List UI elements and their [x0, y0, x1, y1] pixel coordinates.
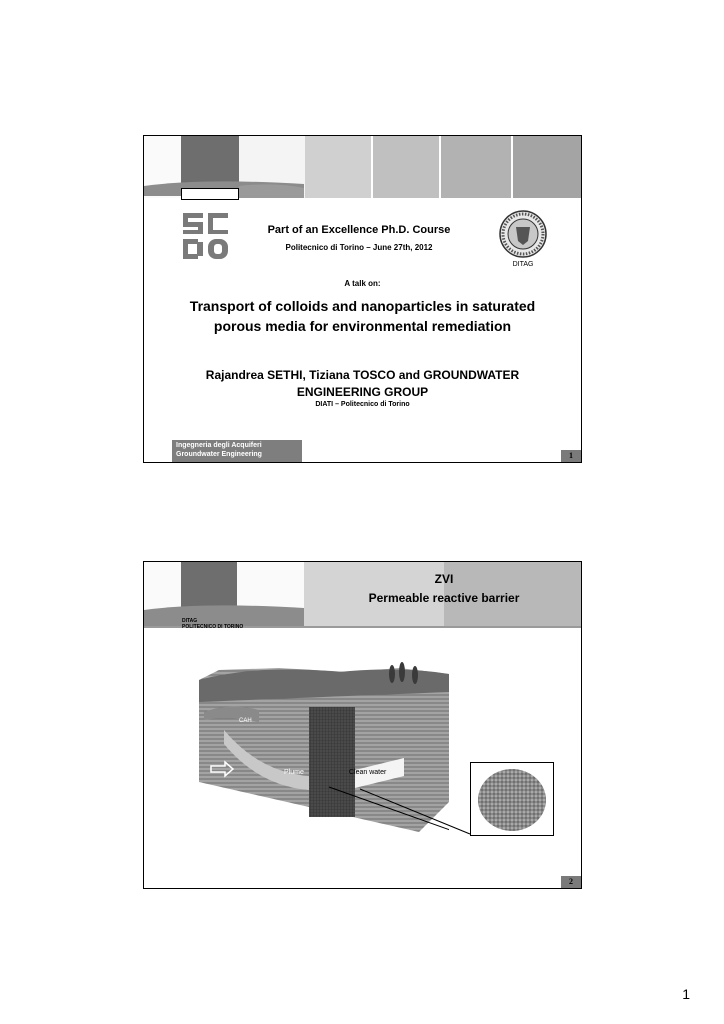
slide-page-number: 2: [561, 876, 581, 888]
clean-water-label: Clean water: [349, 769, 387, 776]
header-white-box: [181, 188, 239, 200]
permeable-reactive-barrier-illustration: [199, 662, 449, 832]
talk-title-line-1: Transport of colloids and nanoparticles in saturated: [189, 298, 536, 314]
authors-line-1: Rajandrea SETHI, Tiziana TOSCO and GROUNDWATER: [205, 368, 520, 382]
talk-label: A talk on:: [344, 279, 381, 288]
slide-page-number: 1: [561, 450, 581, 462]
footer-line-1: Ingegneria degli Acquiferi: [176, 442, 262, 449]
footer-line-2: Groundwater Engineering: [176, 451, 262, 458]
affiliation: DIATI – Politecnico di Torino: [315, 401, 410, 408]
scudo-logo-text: SCUDO: [182, 212, 186, 213]
authors-line-2: ENGINEERING GROUP: [296, 385, 429, 399]
slide-title-line-2: Permeable reactive barrier: [368, 591, 520, 605]
slide-title-line-1: ZVI: [434, 572, 454, 586]
slide-2: [143, 561, 582, 889]
zvi-closeup-image: [470, 762, 554, 836]
header-graphic: [144, 136, 581, 202]
course-title: Part of an Excellence Ph.D. Course: [267, 224, 451, 236]
talk-title-line-2: porous media for environmental remediation: [213, 318, 512, 334]
scudo-logo: [182, 212, 232, 262]
university-seal-icon: [498, 209, 548, 259]
page-number: 1: [682, 986, 690, 1002]
cah-label: CAH: [239, 718, 252, 724]
slide-1: [143, 135, 582, 463]
footer-band: [172, 440, 302, 462]
ditag-logo-line-2: POLITECNICO DI TORINO: [182, 624, 244, 630]
course-date: Politecnico di Torino – June 27th, 2012: [285, 243, 433, 252]
ditag-label: DITAG: [512, 261, 534, 268]
ditag-logo-line-1: DITAG: [182, 618, 198, 624]
plume-label: Plume: [284, 769, 304, 776]
